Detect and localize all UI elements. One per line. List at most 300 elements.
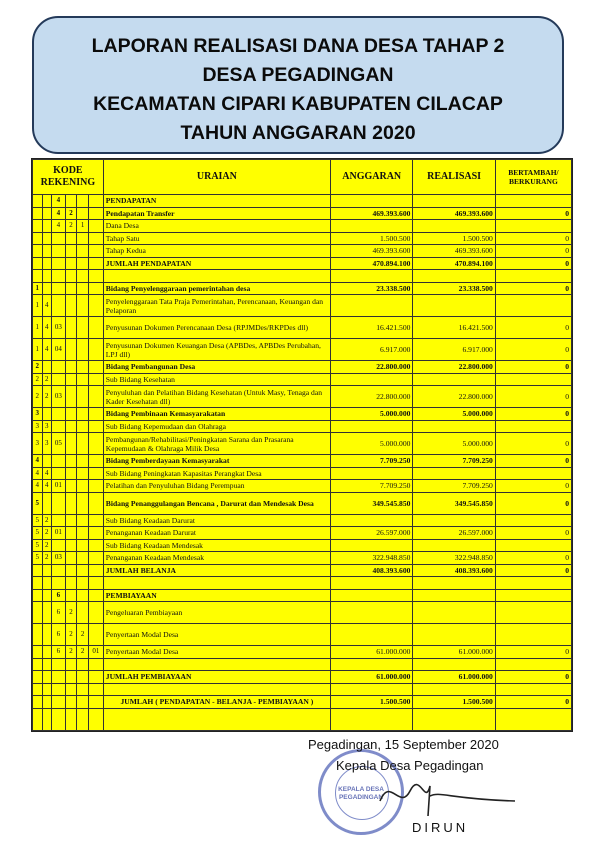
uraian-cell: Bidang Pembinaan Kemasyarakatan bbox=[103, 408, 330, 421]
kode-cell bbox=[65, 245, 77, 258]
anggaran-cell bbox=[330, 577, 412, 590]
table-row bbox=[33, 467, 572, 480]
table-row bbox=[33, 408, 572, 421]
uraian-cell: Penanganan Keadaan Darurat bbox=[103, 527, 330, 540]
kode-cell: 1 bbox=[33, 317, 43, 339]
kode-cell bbox=[33, 245, 43, 258]
kode-cell bbox=[77, 232, 89, 245]
kode-cell bbox=[33, 220, 43, 233]
anggaran-cell bbox=[330, 467, 412, 480]
realisasi-cell: 26.597.000 bbox=[413, 527, 495, 540]
kode-cell bbox=[88, 386, 103, 408]
kode-cell bbox=[65, 295, 77, 317]
uraian-cell: JUMLAH BELANJA bbox=[103, 564, 330, 577]
table-row bbox=[33, 514, 572, 527]
anggaran-cell bbox=[330, 589, 412, 602]
anggaran-cell: 1.500.500 bbox=[330, 696, 412, 709]
kode-cell bbox=[88, 708, 103, 730]
kode-cell bbox=[77, 317, 89, 339]
stamp-text: KEPALA DESA PEGADINGAN bbox=[338, 786, 384, 801]
uraian-cell bbox=[103, 270, 330, 283]
realisasi-cell: 61.000.000 bbox=[413, 646, 495, 659]
uraian-cell: Penanganan Keadaan Mendesak bbox=[103, 552, 330, 565]
table-row bbox=[33, 696, 572, 709]
uraian-cell: JUMLAH PEMBIAYAAN bbox=[103, 671, 330, 684]
kode-cell bbox=[42, 282, 52, 295]
signer-name: DIRUN bbox=[412, 820, 469, 835]
selisih-cell bbox=[495, 577, 571, 590]
table-row bbox=[33, 386, 572, 408]
kode-cell bbox=[77, 386, 89, 408]
kode-cell bbox=[52, 658, 66, 671]
anggaran-cell: 408.393.600 bbox=[330, 564, 412, 577]
table-row bbox=[33, 552, 572, 565]
selisih-cell bbox=[495, 624, 571, 646]
kode-cell bbox=[42, 408, 52, 421]
kode-cell bbox=[52, 361, 66, 374]
anggaran-cell: 7.709.250 bbox=[330, 480, 412, 493]
kode-cell bbox=[33, 257, 43, 270]
selisih-cell bbox=[495, 514, 571, 527]
kode-cell bbox=[52, 408, 66, 421]
kode-cell bbox=[88, 361, 103, 374]
kode-header: KODE REKENING bbox=[33, 160, 104, 195]
kode-cell bbox=[88, 232, 103, 245]
kode-cell bbox=[52, 539, 66, 552]
kode-cell bbox=[33, 589, 43, 602]
uraian-header: URAIAN bbox=[103, 160, 330, 195]
selisih-cell bbox=[495, 683, 571, 696]
table-row bbox=[33, 708, 572, 730]
kode-cell bbox=[52, 455, 66, 468]
selisih-cell: 0 bbox=[495, 282, 571, 295]
selisih-cell: 0 bbox=[495, 671, 571, 684]
kode-cell: 4 bbox=[42, 480, 52, 493]
title-line-4: TAHUN ANGGARAN 2020 bbox=[180, 122, 416, 144]
kode-cell bbox=[65, 433, 77, 455]
kode-cell bbox=[77, 671, 89, 684]
place-date: Pegadingan, 15 September 2020 bbox=[308, 737, 499, 752]
uraian-cell: JUMLAH PENDAPATAN bbox=[103, 257, 330, 270]
uraian-cell: Sub Bidang Keadaan Mendesak bbox=[103, 539, 330, 552]
kode-cell: 2 bbox=[65, 220, 77, 233]
uraian-cell: Bidang Penanggulangan Bencana , Darurat dan Mendesak Desa bbox=[103, 492, 330, 514]
table-row bbox=[33, 480, 572, 493]
kode-cell bbox=[88, 683, 103, 696]
kode-cell bbox=[65, 552, 77, 565]
uraian-cell bbox=[103, 658, 330, 671]
kode-cell bbox=[65, 339, 77, 361]
uraian-cell: Penyusunan Dokumen Perencanaan Desa (RPJMDes/RKPDes dll) bbox=[103, 317, 330, 339]
selisih-cell bbox=[495, 658, 571, 671]
kode-cell: 3 bbox=[33, 408, 43, 421]
kode-cell bbox=[33, 232, 43, 245]
kode-cell bbox=[33, 696, 43, 709]
realisasi-cell: 469.393.600 bbox=[413, 207, 495, 220]
kode-cell bbox=[65, 577, 77, 590]
kode-cell bbox=[77, 564, 89, 577]
selisih-cell: 0 bbox=[495, 552, 571, 565]
kode-cell bbox=[42, 564, 52, 577]
kode-cell bbox=[52, 696, 66, 709]
uraian-cell: Bidang Pembangunan Desa bbox=[103, 361, 330, 374]
realisasi-cell bbox=[413, 270, 495, 283]
table-row bbox=[33, 195, 572, 208]
kode-cell bbox=[42, 683, 52, 696]
kode-cell: 4 bbox=[52, 207, 66, 220]
selisih-cell bbox=[495, 589, 571, 602]
kode-cell bbox=[52, 467, 66, 480]
kode-cell bbox=[77, 552, 89, 565]
kode-cell: 2 bbox=[42, 539, 52, 552]
kode-cell: 2 bbox=[33, 361, 43, 374]
realisasi-cell: 408.393.600 bbox=[413, 564, 495, 577]
anggaran-cell bbox=[330, 708, 412, 730]
anggaran-cell bbox=[330, 624, 412, 646]
title-line-3: KECAMATAN CIPARI KABUPATEN CILACAP bbox=[93, 93, 503, 115]
anggaran-cell: 7.709.250 bbox=[330, 455, 412, 468]
realisasi-cell: 349.545.850 bbox=[413, 492, 495, 514]
kode-cell bbox=[77, 539, 89, 552]
kode-cell bbox=[65, 467, 77, 480]
table-row bbox=[33, 339, 572, 361]
kode-cell bbox=[77, 408, 89, 421]
kode-cell bbox=[42, 602, 52, 624]
title-line-1: LAPORAN REALISASI DANA DESA TAHAP 2 bbox=[91, 35, 505, 57]
table-row bbox=[33, 683, 572, 696]
kode-cell: 01 bbox=[52, 527, 66, 540]
table-row bbox=[33, 492, 572, 514]
kode-cell: 1 bbox=[33, 282, 43, 295]
title-line-2: DESA PEGADINGAN bbox=[202, 64, 394, 86]
anggaran-cell bbox=[330, 195, 412, 208]
kode-cell bbox=[77, 708, 89, 730]
selisih-cell: 0 bbox=[495, 564, 571, 577]
selisih-cell: 0 bbox=[495, 455, 571, 468]
anggaran-cell: 469.393.600 bbox=[330, 207, 412, 220]
kode-cell: 6 bbox=[52, 602, 66, 624]
realisasi-cell: 470.894.100 bbox=[413, 257, 495, 270]
kode-cell: 01 bbox=[88, 646, 103, 659]
kode-cell: 4 bbox=[33, 455, 43, 468]
kode-cell bbox=[88, 527, 103, 540]
kode-cell bbox=[88, 408, 103, 421]
anggaran-cell: 6.917.000 bbox=[330, 339, 412, 361]
anggaran-cell: 22.800.000 bbox=[330, 386, 412, 408]
kode-cell bbox=[42, 671, 52, 684]
kode-cell bbox=[77, 339, 89, 361]
kode-cell bbox=[33, 683, 43, 696]
selisih-cell: 0 bbox=[495, 386, 571, 408]
kode-cell: 2 bbox=[42, 552, 52, 565]
kode-cell bbox=[33, 564, 43, 577]
kode-cell bbox=[42, 232, 52, 245]
table-row bbox=[33, 539, 572, 552]
kode-cell bbox=[52, 373, 66, 386]
kode-cell bbox=[42, 589, 52, 602]
kode-cell bbox=[88, 514, 103, 527]
realisasi-cell bbox=[413, 420, 495, 433]
selisih-cell bbox=[495, 602, 571, 624]
kode-cell bbox=[65, 539, 77, 552]
anggaran-cell bbox=[330, 658, 412, 671]
table-row bbox=[33, 602, 572, 624]
table-row bbox=[33, 257, 572, 270]
realisasi-cell bbox=[413, 577, 495, 590]
kode-cell: 5 bbox=[33, 539, 43, 552]
uraian-cell: Tahap Kedua bbox=[103, 245, 330, 258]
uraian-cell: Penyertaan Modal Desa bbox=[103, 646, 330, 659]
realisasi-cell bbox=[413, 514, 495, 527]
anggaran-cell: 22.800.000 bbox=[330, 361, 412, 374]
kode-cell bbox=[77, 589, 89, 602]
kode-cell bbox=[88, 295, 103, 317]
anggaran-cell bbox=[330, 683, 412, 696]
kode-cell: 4 bbox=[33, 480, 43, 493]
kode-cell: 4 bbox=[33, 467, 43, 480]
kode-cell: 3 bbox=[33, 420, 43, 433]
anggaran-cell: 349.545.850 bbox=[330, 492, 412, 514]
kode-cell bbox=[77, 270, 89, 283]
kode-cell bbox=[65, 373, 77, 386]
kode-cell bbox=[77, 577, 89, 590]
kode-cell: 2 bbox=[42, 373, 52, 386]
table-row bbox=[33, 589, 572, 602]
kode-cell: 03 bbox=[52, 552, 66, 565]
kode-cell bbox=[42, 492, 52, 514]
kode-cell bbox=[65, 480, 77, 493]
realisasi-cell: 1.500.500 bbox=[413, 696, 495, 709]
uraian-cell: PEMBIAYAAN bbox=[103, 589, 330, 602]
realisasi-cell bbox=[413, 539, 495, 552]
anggaran-cell: 16.421.500 bbox=[330, 317, 412, 339]
kode-cell bbox=[65, 708, 77, 730]
kode-cell: 2 bbox=[42, 527, 52, 540]
uraian-cell: Penyuluhan dan Pelatihan Bidang Kesehatan (Untuk Masy, Tenaga dan Kader Kesehatan dll) bbox=[103, 386, 330, 408]
kode-cell: 4 bbox=[42, 295, 52, 317]
kode-cell bbox=[65, 514, 77, 527]
uraian-cell: Penyusunan Dokumen Keuangan Desa (APBDes, APBDes Perubahan, LPJ dll) bbox=[103, 339, 330, 361]
selisih-cell: 0 bbox=[495, 361, 571, 374]
kode-cell bbox=[52, 245, 66, 258]
anggaran-cell: 61.000.000 bbox=[330, 646, 412, 659]
signer-role: Kepala Desa Pegadingan bbox=[336, 758, 484, 773]
table-row bbox=[33, 207, 572, 220]
kode-cell bbox=[52, 420, 66, 433]
kode-cell: 1 bbox=[33, 295, 43, 317]
uraian-cell: Bidang Pemberdayaan Kemasyarakat bbox=[103, 455, 330, 468]
kode-cell: 3 bbox=[33, 433, 43, 455]
kode-cell bbox=[77, 207, 89, 220]
table-row bbox=[33, 671, 572, 684]
kode-cell bbox=[52, 232, 66, 245]
anggaran-cell: 1.500.500 bbox=[330, 232, 412, 245]
table-row bbox=[33, 433, 572, 455]
kode-cell bbox=[65, 361, 77, 374]
kode-cell bbox=[88, 564, 103, 577]
selisih-header: BERTAMBAH/ BERKURANG bbox=[495, 160, 571, 195]
kode-cell bbox=[52, 257, 66, 270]
kode-cell: 2 bbox=[65, 207, 77, 220]
uraian-cell: Pelatihan dan Penyuluhan Bidang Perempuan bbox=[103, 480, 330, 493]
kode-cell bbox=[52, 282, 66, 295]
table-row bbox=[33, 220, 572, 233]
anggaran-cell: 5.000.000 bbox=[330, 408, 412, 421]
kode-cell bbox=[52, 683, 66, 696]
kode-cell bbox=[88, 282, 103, 295]
uraian-cell: Pembangunan/Rehabilitasi/Peningkatan Sarana dan Prasarana Kepemudaan & Olahraga Milik Desa bbox=[103, 433, 330, 455]
kode-cell: 6 bbox=[52, 589, 66, 602]
kode-cell bbox=[88, 195, 103, 208]
kode-cell bbox=[65, 420, 77, 433]
uraian-cell bbox=[103, 683, 330, 696]
kode-cell bbox=[65, 317, 77, 339]
kode-cell bbox=[42, 577, 52, 590]
kode-cell bbox=[77, 455, 89, 468]
realisasi-cell bbox=[413, 467, 495, 480]
uraian-cell: Pendapatan Transfer bbox=[103, 207, 330, 220]
realisasi-cell: 61.000.000 bbox=[413, 671, 495, 684]
kode-cell bbox=[65, 386, 77, 408]
kode-cell bbox=[42, 361, 52, 374]
kode-cell bbox=[88, 589, 103, 602]
table-row bbox=[33, 317, 572, 339]
selisih-cell: 0 bbox=[495, 257, 571, 270]
realisasi-cell bbox=[413, 658, 495, 671]
kode-cell bbox=[52, 270, 66, 283]
report-table bbox=[31, 158, 573, 732]
uraian-cell: Dana Desa bbox=[103, 220, 330, 233]
kode-cell: 4 bbox=[42, 467, 52, 480]
selisih-cell bbox=[495, 467, 571, 480]
kode-cell bbox=[65, 270, 77, 283]
kode-cell bbox=[77, 514, 89, 527]
kode-cell bbox=[42, 658, 52, 671]
table-row bbox=[33, 232, 572, 245]
realisasi-cell bbox=[413, 708, 495, 730]
kode-cell bbox=[52, 295, 66, 317]
kode-cell bbox=[77, 658, 89, 671]
selisih-cell: 0 bbox=[495, 317, 571, 339]
kode-cell bbox=[65, 589, 77, 602]
selisih-cell: 0 bbox=[495, 480, 571, 493]
table-row bbox=[33, 361, 572, 374]
kode-cell bbox=[65, 408, 77, 421]
uraian-cell: Bidang Penyelenggaraan pemerintahan desa bbox=[103, 282, 330, 295]
kode-cell bbox=[88, 671, 103, 684]
kode-cell bbox=[65, 257, 77, 270]
kode-cell bbox=[88, 257, 103, 270]
selisih-cell: 0 bbox=[495, 527, 571, 540]
kode-cell bbox=[42, 455, 52, 468]
kode-cell bbox=[88, 339, 103, 361]
kode-cell bbox=[77, 361, 89, 374]
realisasi-cell bbox=[413, 295, 495, 317]
realisasi-cell: 469.393.600 bbox=[413, 245, 495, 258]
selisih-cell bbox=[495, 270, 571, 283]
kode-cell: 4 bbox=[42, 317, 52, 339]
kode-cell bbox=[88, 552, 103, 565]
realisasi-cell: 322.948.850 bbox=[413, 552, 495, 565]
kode-cell bbox=[77, 527, 89, 540]
uraian-cell: PENDAPATAN bbox=[103, 195, 330, 208]
kode-cell bbox=[88, 455, 103, 468]
kode-cell: 3 bbox=[42, 420, 52, 433]
uraian-cell: Sub Bidang Kesehatan bbox=[103, 373, 330, 386]
selisih-cell: 0 bbox=[495, 646, 571, 659]
selisih-cell: 0 bbox=[495, 408, 571, 421]
kode-cell: 05 bbox=[52, 433, 66, 455]
kode-cell bbox=[52, 564, 66, 577]
selisih-cell: 0 bbox=[495, 245, 571, 258]
selisih-cell bbox=[495, 220, 571, 233]
table-row bbox=[33, 373, 572, 386]
selisih-cell bbox=[495, 195, 571, 208]
kode-cell bbox=[77, 373, 89, 386]
kode-cell bbox=[42, 245, 52, 258]
kode-cell: 2 bbox=[42, 386, 52, 408]
uraian-cell: Sub Bidang Keadaan Darurat bbox=[103, 514, 330, 527]
table-row bbox=[33, 646, 572, 659]
kode-cell bbox=[33, 270, 43, 283]
kode-cell bbox=[88, 539, 103, 552]
kode-cell bbox=[77, 282, 89, 295]
realisasi-cell: 7.709.250 bbox=[413, 455, 495, 468]
kode-cell bbox=[42, 257, 52, 270]
kode-cell: 6 bbox=[52, 624, 66, 646]
kode-cell: 4 bbox=[52, 195, 66, 208]
kode-cell bbox=[33, 658, 43, 671]
kode-cell bbox=[33, 602, 43, 624]
kode-cell bbox=[33, 646, 43, 659]
kode-cell bbox=[42, 195, 52, 208]
kode-cell bbox=[77, 420, 89, 433]
report-title-box bbox=[32, 16, 564, 154]
kode-cell: 2 bbox=[33, 373, 43, 386]
kode-cell bbox=[77, 480, 89, 493]
realisasi-cell bbox=[413, 220, 495, 233]
kode-cell bbox=[88, 480, 103, 493]
anggaran-cell: 469.393.600 bbox=[330, 245, 412, 258]
kode-cell bbox=[65, 232, 77, 245]
realisasi-cell: 23.338.500 bbox=[413, 282, 495, 295]
kode-cell bbox=[88, 220, 103, 233]
kode-cell: 5 bbox=[33, 514, 43, 527]
kode-cell bbox=[33, 624, 43, 646]
kode-cell: 04 bbox=[52, 339, 66, 361]
table-row bbox=[33, 527, 572, 540]
kode-cell bbox=[52, 708, 66, 730]
kode-cell bbox=[65, 195, 77, 208]
anggaran-cell: 470.894.100 bbox=[330, 257, 412, 270]
kode-cell: 2 bbox=[65, 624, 77, 646]
kode-cell bbox=[88, 602, 103, 624]
anggaran-cell bbox=[330, 539, 412, 552]
anggaran-header: ANGGARAN bbox=[330, 160, 412, 195]
uraian-cell: JUMLAH ( PENDAPATAN - BELANJA - PEMBIAYAAN ) bbox=[103, 696, 330, 709]
table-row bbox=[33, 270, 572, 283]
kode-cell bbox=[88, 467, 103, 480]
kode-cell: 1 bbox=[33, 339, 43, 361]
anggaran-cell: 322.948.850 bbox=[330, 552, 412, 565]
kode-cell bbox=[65, 527, 77, 540]
uraian-cell bbox=[103, 577, 330, 590]
table-row bbox=[33, 577, 572, 590]
table-row bbox=[33, 295, 572, 317]
kode-cell bbox=[88, 433, 103, 455]
kode-cell bbox=[42, 270, 52, 283]
kode-cell: 6 bbox=[52, 646, 66, 659]
